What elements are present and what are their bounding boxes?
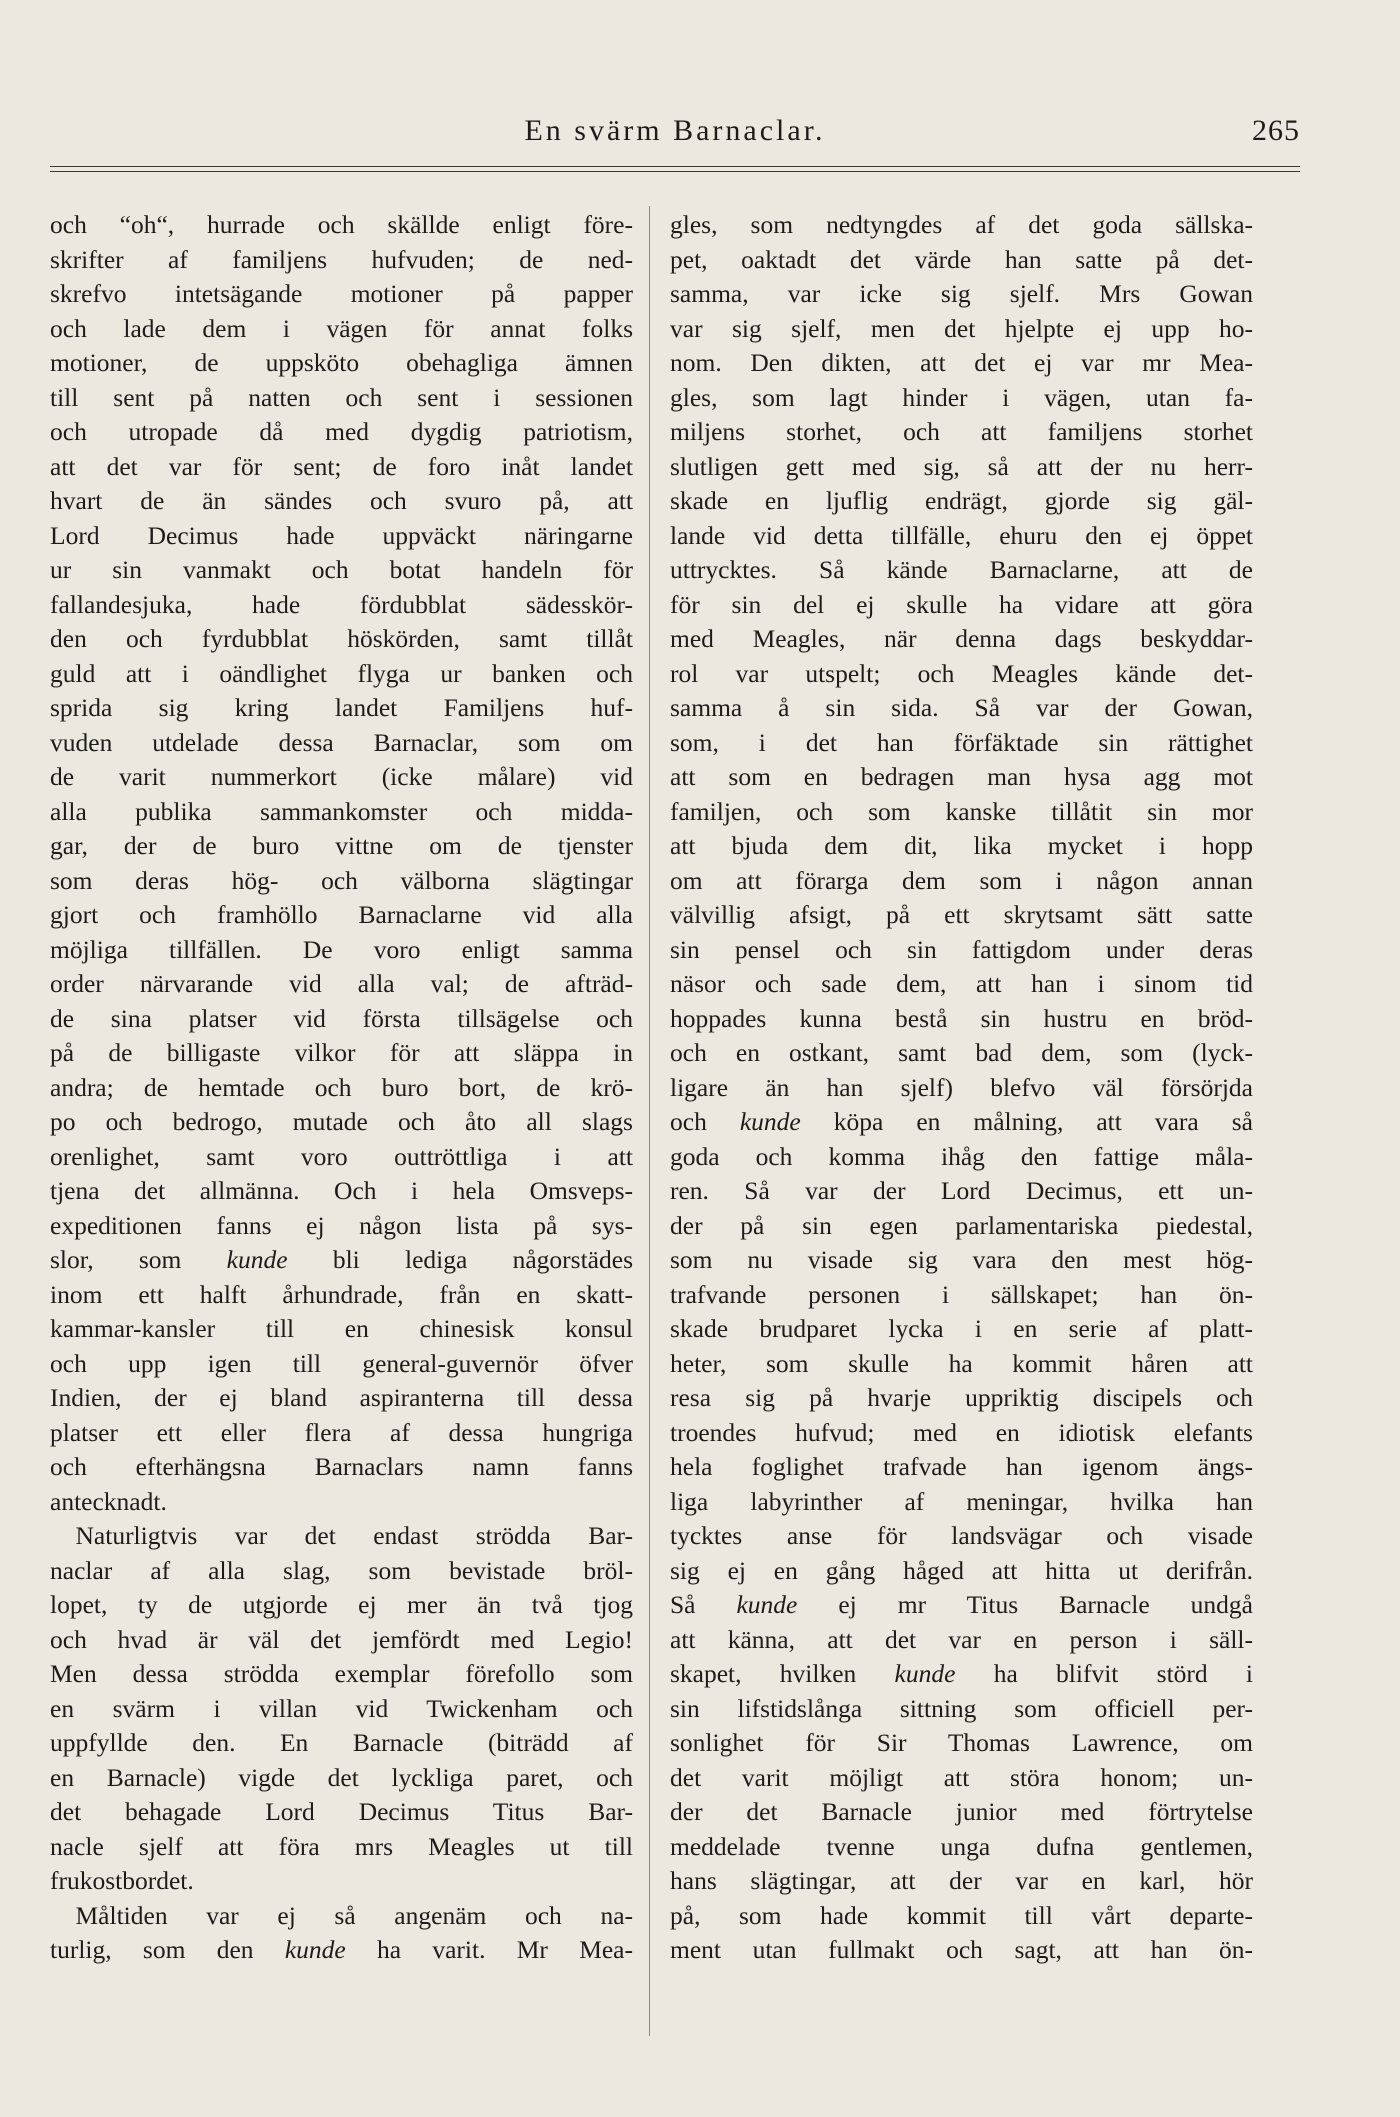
italic-word: kunde bbox=[739, 1107, 801, 1136]
running-title: En svärm Barnaclar. bbox=[524, 114, 826, 147]
text-line: Indien, der ej bland aspiranterna till dessa bbox=[50, 1383, 633, 1412]
text-line: trafvande personen i sällskapet; han ön- bbox=[670, 1279, 1253, 1309]
text-line: alla publika sammankomster och midda- bbox=[50, 796, 633, 826]
text-line: guld att i oändlighet flyga ur banken och bbox=[50, 658, 633, 688]
text-line: och “oh“, hurrade och skällde enligt före- bbox=[50, 210, 633, 239]
header-rule bbox=[50, 166, 1300, 172]
text-line: hans slägtingar, att der var en karl, hör bbox=[670, 1866, 1253, 1895]
right-text-column bbox=[670, 208, 1253, 1968]
text-line: skrefvo intetsägande motioner på papper bbox=[50, 279, 633, 308]
text-line: po och bedrogo, mutade och åto all slags bbox=[50, 1107, 633, 1136]
text-line: tycktes anse för landsvägar och visade bbox=[670, 1521, 1253, 1550]
text-line: nacle sjelf att föra mrs Meagles ut till bbox=[50, 1831, 633, 1861]
text-line: för sin del ej skulle ha vidare att göra bbox=[670, 589, 1253, 619]
text-line: lande vid detta tillfälle, ehuru den ej öppet bbox=[670, 520, 1253, 550]
text-line: var sig sjelf, men det hjelpte ej upp ho- bbox=[670, 313, 1253, 343]
text-line: och upp igen till general-guvernör öfver bbox=[50, 1348, 633, 1378]
text-line: slutligen gett med sig, så att der nu herr- bbox=[670, 451, 1253, 481]
text-line: ren. Så var der Lord Decimus, ett un- bbox=[670, 1176, 1253, 1205]
text-line: expeditionen fanns ej någon lista på sys- bbox=[50, 1210, 633, 1240]
text-line: om att förarga dem som i någon annan bbox=[670, 865, 1253, 895]
text-line: sonlighet för Sir Thomas Lawrence, om bbox=[670, 1728, 1253, 1757]
text-line: order närvarande vid alla val; de afträd- bbox=[50, 969, 633, 998]
text-line: lopet, ty de utgjorde ej mer än två tjog bbox=[50, 1590, 633, 1619]
text-line: på, som hade kommit till vårt departe- bbox=[670, 1900, 1253, 1930]
text-line: hela foglighet trafvade han igenom ängs- bbox=[670, 1452, 1253, 1481]
text-line: platser ett eller flera af dessa hungriga bbox=[50, 1417, 633, 1447]
text-line: slor, som kunde bli lediga någorstädes bbox=[50, 1245, 633, 1274]
text-line: och en ostkant, samt bad dem, som (lyck- bbox=[670, 1038, 1253, 1067]
text-line: troendes hufvud; med en idiotisk elefants bbox=[670, 1417, 1253, 1447]
text-line: den och fyrdubblat höskörden, samt tillåt bbox=[50, 624, 633, 653]
text-line: ment utan fullmakt och sagt, att han ön- bbox=[670, 1935, 1253, 1964]
text-line: ur sin vanmakt och botat handeln för bbox=[50, 555, 633, 584]
text-line: att bjuda dem dit, lika mycket i hopp bbox=[670, 831, 1253, 860]
text-line: skapet, hvilken kunde ha blifvit störd i bbox=[670, 1659, 1253, 1688]
text-line: der det Barnacle junior med förtrytelse bbox=[670, 1797, 1253, 1826]
text-line: att det var för sent; de foro inåt landet bbox=[50, 451, 633, 481]
text-line: pet, oaktadt det värde han satte på det- bbox=[670, 244, 1253, 274]
text-line: som, i det han förfäktade sin rättighet bbox=[670, 727, 1253, 757]
text-line: Lord Decimus hade uppväckt näringarne bbox=[50, 520, 633, 550]
text-line: Men dessa strödda exemplar förefollo som bbox=[50, 1659, 633, 1688]
text-line: och utropade då med dygdig patriotism, bbox=[50, 417, 633, 446]
text-line: Måltiden var ej så angenäm och na- bbox=[50, 1900, 633, 1930]
text-line: att känna, att det var en person i säll- bbox=[670, 1624, 1253, 1654]
text-line: gjort och framhöllo Barnaclarne vid alla bbox=[50, 900, 633, 929]
text-line: inom ett halft århundrade, från en skatt- bbox=[50, 1279, 633, 1309]
text-line: sin pensel och sin fattigdom under deras bbox=[670, 934, 1253, 964]
text-line: med Meagles, när denna dags beskyddar- bbox=[670, 624, 1253, 653]
text-line: en svärm i villan vid Twickenham och bbox=[50, 1693, 633, 1723]
column-divider bbox=[649, 206, 650, 2036]
italic-word: kunde bbox=[894, 1659, 956, 1688]
italic-word: kunde bbox=[284, 1935, 346, 1964]
text-line: skrifter af familjens hufvuden; de ned- bbox=[50, 244, 633, 274]
text-line: uppfyllde den. En Barnacle (biträdd af bbox=[50, 1728, 633, 1757]
text-line: motioner, de uppsköto obehagliga ämnen bbox=[50, 348, 633, 377]
text-line: på de billigaste vilkor för att släppa in bbox=[50, 1038, 633, 1067]
text-line: Så kunde ej mr Titus Barnacle undgå bbox=[670, 1590, 1253, 1619]
text-line: som deras hög- och välborna slägtingar bbox=[50, 865, 633, 895]
text-line: hvart de än sändes och svuro på, att bbox=[50, 486, 633, 515]
text-line: ligare än han sjelf) blefvo väl försörjda bbox=[670, 1072, 1253, 1102]
text-line: sig ej en gång håged att hitta ut derifrån. bbox=[670, 1555, 1253, 1585]
text-line: Naturligtvis var det endast strödda Bar- bbox=[50, 1521, 633, 1550]
text-line: gar, der de buro vittne om de tjenster bbox=[50, 831, 633, 860]
text-line: till sent på natten och sent i sessionen bbox=[50, 382, 633, 412]
text-line: fallandesjuka, hade fördubblat sädesskör- bbox=[50, 589, 633, 619]
text-line: goda och komma ihåg den fattige måla- bbox=[670, 1141, 1253, 1171]
text-line: och hvad är väl det jemfördt med Legio! bbox=[50, 1624, 633, 1654]
text-line: vuden utdelade dessa Barnaclar, som om bbox=[50, 727, 633, 757]
text-line: som nu visade sig vara den mest hög- bbox=[670, 1245, 1253, 1274]
text-line: att som en bedragen man hysa agg mot bbox=[670, 762, 1253, 791]
text-line: naclar af alla slag, som bevistade bröl- bbox=[50, 1555, 633, 1585]
text-line: välvillig afsigt, på ett skrytsamt sätt satte bbox=[670, 900, 1253, 929]
left-text-column bbox=[50, 208, 633, 1968]
text-line: näsor och sade dem, att han i sinom tid bbox=[670, 969, 1253, 998]
text-line: möjliga tillfällen. De voro enligt samma bbox=[50, 934, 633, 964]
text-line: hoppades kunna bestå sin hustru en bröd- bbox=[670, 1003, 1253, 1033]
page-header bbox=[50, 108, 1300, 158]
text-line: de sina platser vid första tillsägelse och bbox=[50, 1003, 633, 1033]
text-line: uttrycktes. Så kände Barnaclarne, att de bbox=[670, 555, 1253, 584]
text-line: rol var utspelt; och Meagles kände det- bbox=[670, 658, 1253, 688]
text-line: de varit nummerkort (icke målare) vid bbox=[50, 762, 633, 791]
text-line: kammar-kansler till en chinesisk konsul bbox=[50, 1314, 633, 1343]
text-line: och efterhängsna Barnaclars namn fanns bbox=[50, 1452, 633, 1481]
text-line: en Barnacle) vigde det lyckliga paret, och bbox=[50, 1762, 633, 1792]
text-line: familjen, och som kanske tillåtit sin mor bbox=[670, 796, 1253, 826]
text-line: och kunde köpa en målning, att vara så bbox=[670, 1107, 1253, 1136]
text-line: orenlighet, samt voro outtröttliga i att bbox=[50, 1141, 633, 1171]
italic-word: kunde bbox=[226, 1245, 288, 1274]
text-line: och lade dem i vägen för annat folks bbox=[50, 313, 633, 343]
text-line: miljens storhet, och att familjens storhet bbox=[670, 417, 1253, 446]
text-line: det behagade Lord Decimus Titus Bar- bbox=[50, 1797, 633, 1826]
text-line: frukostbordet. bbox=[50, 1866, 194, 1895]
text-line: skade en ljuflig endrägt, gjorde sig gäl- bbox=[670, 486, 1253, 515]
text-line: antecknadt. bbox=[50, 1486, 167, 1516]
text-line: sin lifstidslånga sittning som officiell per- bbox=[670, 1693, 1253, 1723]
text-line: tjena det allmänna. Och i hela Omsveps- bbox=[50, 1176, 633, 1205]
text-line: samma å sin sida. Så var der Gowan, bbox=[670, 693, 1253, 722]
text-line: turlig, som den kunde ha varit. Mr Mea- bbox=[50, 1935, 633, 1964]
text-line: skade brudparet lycka i en serie af platt- bbox=[670, 1314, 1253, 1343]
text-line: nom. Den dikten, att det ej var mr Mea- bbox=[670, 348, 1253, 377]
text-line: der på sin egen parlamentariska piedestal, bbox=[670, 1210, 1253, 1240]
text-line: meddelade tvenne unga dufna gentlemen, bbox=[670, 1831, 1253, 1861]
text-line: gles, som lagt hinder i vägen, utan fa- bbox=[670, 382, 1253, 412]
text-line: resa sig på hvarje uppriktig discipels och bbox=[670, 1383, 1253, 1412]
page-number: 265 bbox=[1252, 114, 1300, 147]
italic-word: kunde bbox=[736, 1590, 798, 1619]
text-line: sprida sig kring landet Familjens huf- bbox=[50, 693, 633, 722]
text-line: gles, som nedtyngdes af det goda sällska- bbox=[670, 210, 1253, 239]
text-line: heter, som skulle ha kommit håren att bbox=[670, 1348, 1253, 1378]
text-line: andra; de hemtade och buro bort, de krö- bbox=[50, 1072, 633, 1102]
text-line: det varit möjligt att störa honom; un- bbox=[670, 1762, 1253, 1792]
text-line: liga labyrinther af meningar, hvilka han bbox=[670, 1486, 1253, 1516]
text-line: samma, var icke sig sjelf. Mrs Gowan bbox=[670, 279, 1253, 308]
